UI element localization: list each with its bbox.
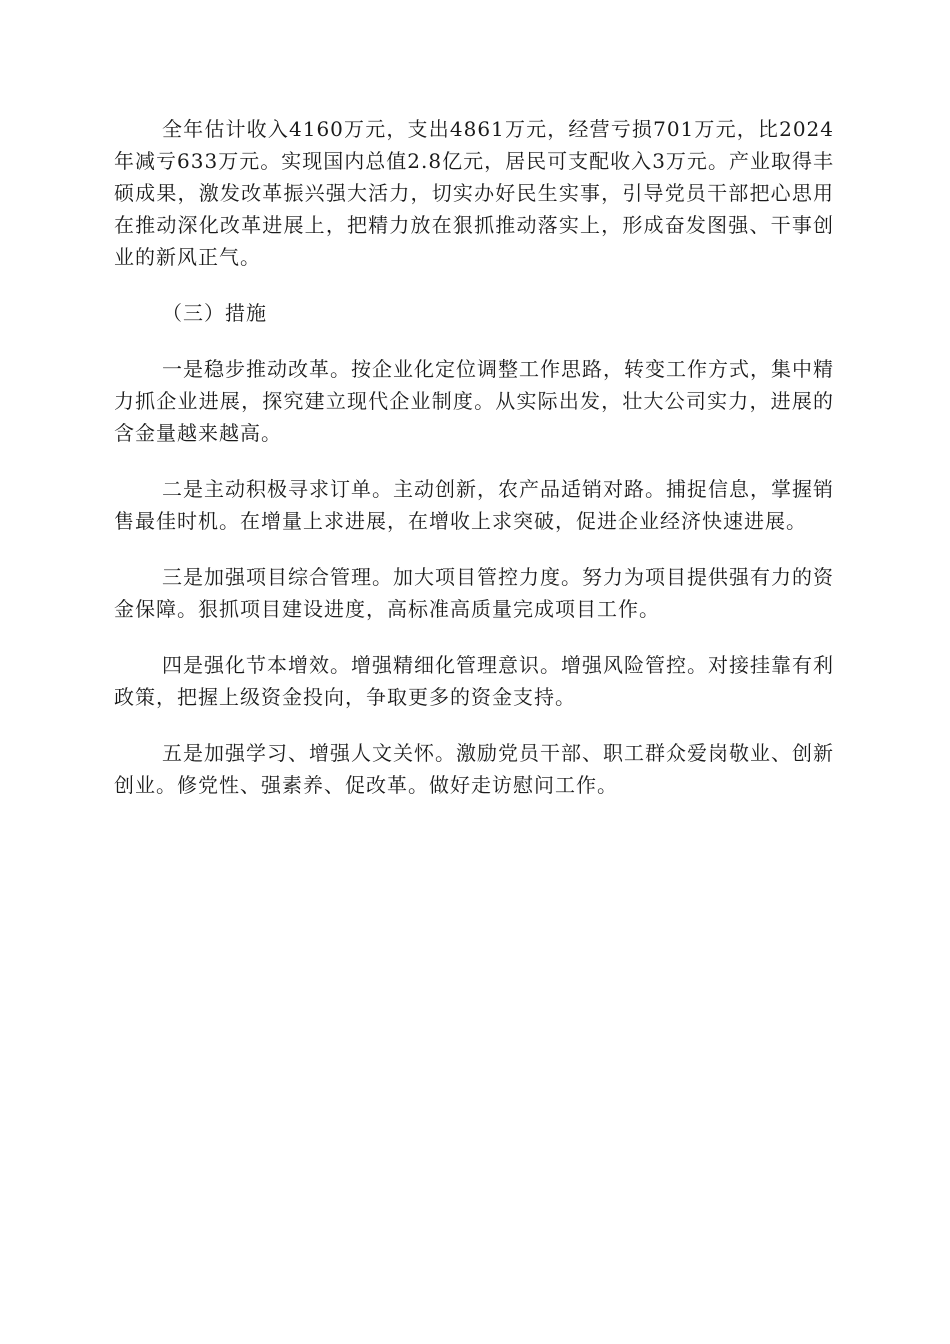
section-heading-measures: （三）措施 [162, 301, 267, 325]
paragraph-measure-5: 五是加强学习、增强人文关怀。激励党员干部、职工群众爱岗敬业、创新创业。修党性、强素养、促改革。做好走访慰问工作。 [114, 741, 834, 797]
document-body [114, 113, 834, 825]
paragraph-measure-3: 三是加强项目综合管理。加大项目管控力度。努力为项目提供强有力的资金保障。狠抓项目建设进度，高标准高质量完成项目工作。 [114, 565, 834, 621]
paragraph-measure-4: 四是强化节本增效。增强精细化管理意识。增强风险管控。对接挂靠有利政策，把握上级资金投向，争取更多的资金支持。 [114, 653, 834, 709]
paragraph-measure-2: 二是主动积极寻求订单。主动创新，农产品适销对路。捕捉信息，掌握销售最佳时机。在增量上求进展，在增收上求突破，促进企业经济快速进展。 [114, 477, 834, 533]
paragraph-summary: 全年估计收入4160万元，支出4861万元，经营亏损701万元，比2024年减亏633万元。实现国内总值2.8亿元，居民可支配收入3万元。产业取得丰硕成果，激发改革振兴强大活力，切实办好民生实事，引导党员干部把心思用在推动深化改革进展上，把精力放在狠抓推动落实上，形成奋发图强、干事创业的新风正气。 [114, 117, 834, 269]
paragraph-measure-1: 一是稳步推动改革。按企业化定位调整工作思路，转变工作方式，集中精力抓企业进展，探究建立现代企业制度。从实际出发，壮大公司实力，进展的含金量越来越高。 [114, 357, 834, 445]
